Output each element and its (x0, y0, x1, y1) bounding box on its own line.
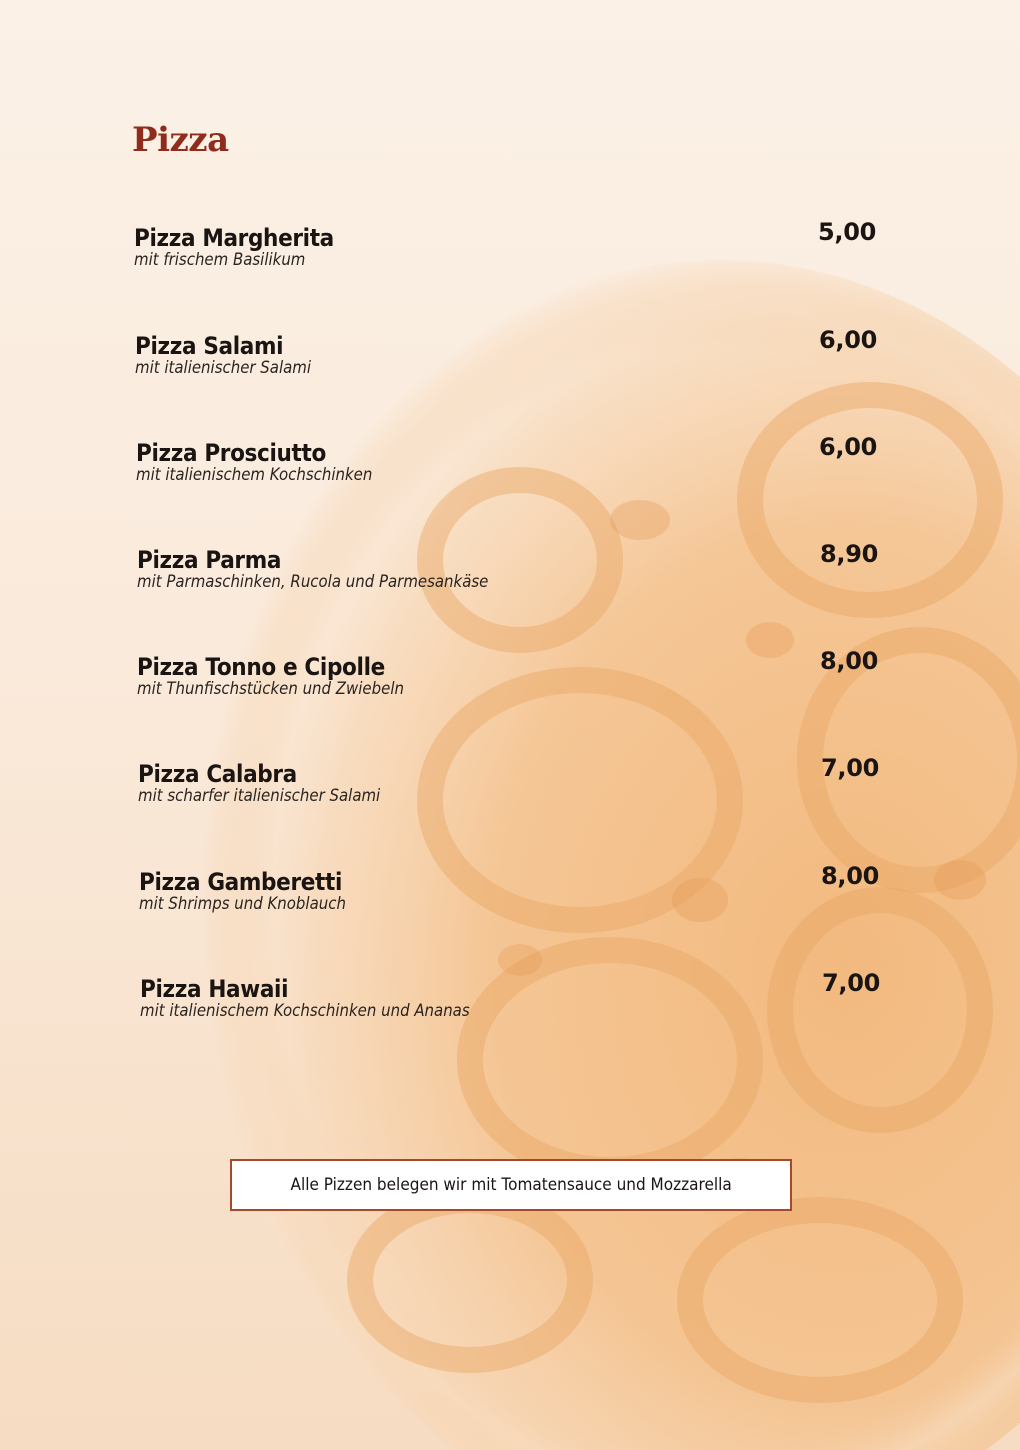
menu-item (0, 433, 1020, 519)
item-price: 7,00 (822, 969, 881, 997)
menu-title: Pizza (132, 120, 229, 160)
item-name: Pizza Calabra (138, 760, 297, 788)
menu-item (0, 540, 1020, 626)
item-price: 6,00 (819, 326, 878, 354)
menu-item (0, 969, 1020, 1055)
item-description: mit scharfer italienischer Salami (138, 786, 381, 806)
item-description: mit italienischer Salami (135, 358, 312, 378)
menu-item (0, 647, 1020, 733)
item-price: 8,00 (820, 647, 879, 675)
item-description: mit frischem Basilikum (134, 250, 306, 270)
item-description: mit Shrimps und Knoblauch (139, 894, 346, 914)
item-price: 8,90 (820, 540, 879, 568)
item-name: Pizza Prosciutto (136, 439, 326, 467)
item-description: mit italienischem Kochschinken (136, 465, 373, 485)
item-name: Pizza Margherita (134, 224, 334, 252)
item-price: 7,00 (821, 754, 880, 782)
item-name: Pizza Tonno e Cipolle (137, 653, 385, 681)
item-description: mit Parmaschinken, Rucola und Parmesankäse (137, 572, 489, 592)
item-price: 5,00 (818, 218, 877, 246)
menu-item (0, 862, 1020, 948)
item-price: 6,00 (819, 433, 878, 461)
menu-item (0, 754, 1020, 840)
menu-item (0, 326, 1020, 412)
item-description: mit italienischem Kochschinken und Ananas (140, 1001, 470, 1021)
menu-item (0, 218, 1020, 304)
item-name: Pizza Gamberetti (139, 868, 343, 896)
item-description: mit Thunfischstücken und Zwiebeln (137, 679, 404, 699)
item-name: Pizza Salami (135, 332, 284, 360)
item-price: 8,00 (821, 862, 880, 890)
item-name: Pizza Parma (137, 546, 282, 574)
info-note-box (230, 1159, 792, 1211)
item-name: Pizza Hawaii (140, 975, 289, 1003)
info-note-text: Alle Pizzen belegen wir mit Tomatensauce und Mozzarella (290, 1175, 732, 1195)
